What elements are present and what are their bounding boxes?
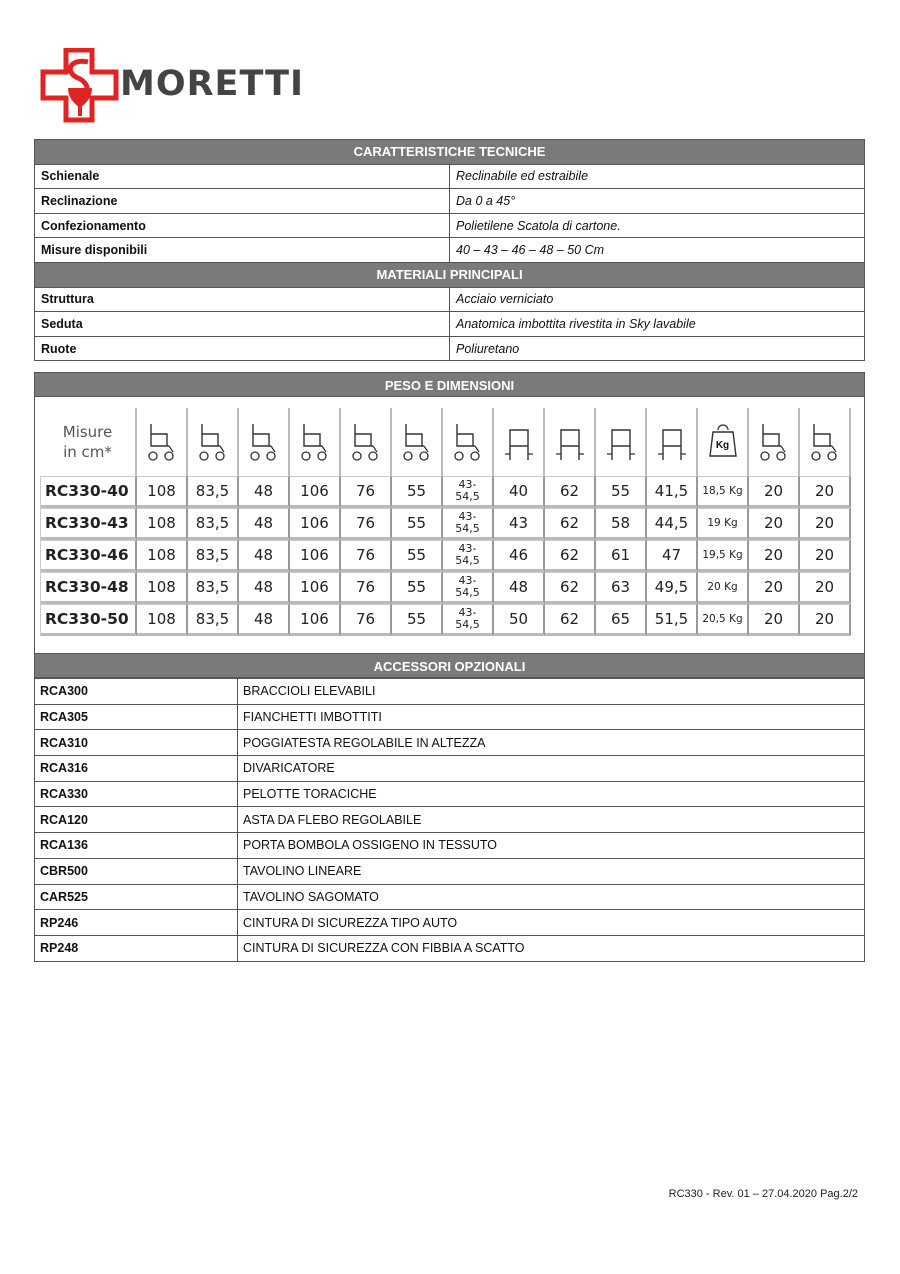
dimension-value: 44,5 xyxy=(647,508,698,540)
dimension-value xyxy=(443,508,494,540)
table-row xyxy=(35,213,865,238)
accessory-description: CINTURA DI SICUREZZA CON FIBBIA A SCATTO xyxy=(238,935,865,961)
dimension-value: 55 xyxy=(596,476,647,508)
model-code: RC330-50 xyxy=(40,604,137,636)
chair-backrest-icon xyxy=(443,408,494,476)
dimension-value: 20 xyxy=(800,540,851,572)
dimension-value: 62 xyxy=(545,540,596,572)
dimension-value xyxy=(443,604,494,636)
dimension-value: 48 xyxy=(239,540,290,572)
dimension-value: 55 xyxy=(392,476,443,508)
weight-icon-label: Kg xyxy=(715,440,730,451)
dimension-value: 76 xyxy=(341,572,392,604)
accessory-code: RP246 xyxy=(35,910,238,936)
dimension-value: 19 Kg xyxy=(698,508,749,540)
table-row xyxy=(35,164,865,189)
dimension-value: 40 xyxy=(494,476,545,508)
overall-width-icon xyxy=(545,408,596,476)
chair-overall-length-icon xyxy=(137,408,188,476)
accessory-description: PORTA BOMBOLA OSSIGENO IN TESSUTO xyxy=(238,833,865,859)
dimension-value xyxy=(443,476,494,508)
dimension-value: 63 xyxy=(596,572,647,604)
dimension-value: 48 xyxy=(239,476,290,508)
dimension-value: 55 xyxy=(392,572,443,604)
dimension-value: 48 xyxy=(239,508,290,540)
red-cross-caduceus-icon xyxy=(40,48,120,124)
material-key: Struttura xyxy=(35,287,450,312)
accessory-code: RCA136 xyxy=(35,833,238,859)
dimension-value: 55 xyxy=(392,508,443,540)
technical-specs-table xyxy=(34,139,865,361)
accessory-code: RCA305 xyxy=(35,704,238,730)
dimension-value: 106 xyxy=(290,508,341,540)
spec-value: Da 0 a 45° xyxy=(450,189,865,214)
dimension-value: 83,5 xyxy=(188,476,239,508)
section-title-dimensions: PESO E DIMENSIONI xyxy=(34,372,865,397)
model-code: RC330-46 xyxy=(40,540,137,572)
dimension-value: 106 xyxy=(290,572,341,604)
dimension-value: 20 xyxy=(800,604,851,636)
accessory-code: CBR500 xyxy=(35,858,238,884)
chair-seat-depth-icon xyxy=(392,408,443,476)
page-footer: RC330 - Rev. 01 – 27.04.2020 Pag.2/2 xyxy=(668,1188,858,1200)
accessory-description: POGGIATESTA REGOLABILE IN ALTEZZA xyxy=(238,730,865,756)
section-title-accessories: ACCESSORI OPZIONALI xyxy=(34,653,865,678)
dimension-value: 19,5 Kg xyxy=(698,540,749,572)
dimension-value: 47 xyxy=(647,540,698,572)
dimension-value: 76 xyxy=(341,604,392,636)
dimension-range-part: 54,5 xyxy=(455,618,480,631)
dimension-value: 108 xyxy=(137,476,188,508)
table-row xyxy=(35,238,865,263)
dimension-value: 65 xyxy=(596,604,647,636)
table-row xyxy=(35,336,865,361)
dimension-value: 49,5 xyxy=(647,572,698,604)
accessory-description: TAVOLINO SAGOMATO xyxy=(238,884,865,910)
dimension-range-part: 54,5 xyxy=(455,522,480,535)
dimension-value: 62 xyxy=(545,572,596,604)
chair-overall-height-icon xyxy=(290,408,341,476)
material-value: Poliuretano xyxy=(450,336,865,361)
dimension-value: 48 xyxy=(494,572,545,604)
model-code: RC330-48 xyxy=(40,572,137,604)
accessory-description: PELOTTE TORACICHE xyxy=(238,781,865,807)
table-row xyxy=(40,476,851,508)
dimension-range-part: 54,5 xyxy=(455,554,480,567)
dimension-value: 41,5 xyxy=(647,476,698,508)
table-row xyxy=(35,730,865,756)
dimension-value xyxy=(443,572,494,604)
table-row xyxy=(35,756,865,782)
accessory-description: ASTA DA FLEBO REGOLABILE xyxy=(238,807,865,833)
dimension-value: 55 xyxy=(392,540,443,572)
dimension-range-part: 43- xyxy=(458,606,477,619)
model-code: RC330-43 xyxy=(40,508,137,540)
table-row xyxy=(40,508,851,540)
accessory-code: RP248 xyxy=(35,935,238,961)
seat-width-icon xyxy=(494,408,545,476)
table-row xyxy=(35,312,865,337)
dimension-value: 51,5 xyxy=(647,604,698,636)
table-row xyxy=(35,679,865,705)
accessory-code: RCA330 xyxy=(35,781,238,807)
weight-kg-icon xyxy=(698,408,749,476)
dimension-value: 46 xyxy=(494,540,545,572)
dimension-value: 50 xyxy=(494,604,545,636)
dimension-range-part: 43- xyxy=(458,574,477,587)
spec-key: Confezionamento xyxy=(35,213,450,238)
dimension-value xyxy=(443,540,494,572)
measures-label-line2: in cm* xyxy=(63,443,112,461)
dimension-value: 76 xyxy=(341,540,392,572)
dimension-value: 48 xyxy=(239,604,290,636)
measures-label-line1: Misure xyxy=(62,423,113,441)
dimension-value: 83,5 xyxy=(188,508,239,540)
dimension-value: 83,5 xyxy=(188,604,239,636)
dimension-value: 20 xyxy=(800,476,851,508)
chair-armrest-height-icon xyxy=(341,408,392,476)
table-row xyxy=(35,189,865,214)
dimension-value: 20,5 Kg xyxy=(698,604,749,636)
dimension-value: 20 xyxy=(749,572,800,604)
dimension-range-part: 43- xyxy=(458,510,477,523)
table-row xyxy=(35,704,865,730)
accessory-description: TAVOLINO LINEARE xyxy=(238,858,865,884)
dimension-value: 20 Kg xyxy=(698,572,749,604)
accessory-code: RCA310 xyxy=(35,730,238,756)
dimension-range-part: 43- xyxy=(458,478,477,491)
dimension-value: 20 xyxy=(800,572,851,604)
table-row xyxy=(35,910,865,936)
accessory-description: FIANCHETTI IMBOTTITI xyxy=(238,704,865,730)
dimension-value: 106 xyxy=(290,476,341,508)
dimension-value: 106 xyxy=(290,540,341,572)
section-title-materials: MATERIALI PRINCIPALI xyxy=(35,262,865,287)
dimension-value: 20 xyxy=(749,604,800,636)
front-wheel-icon xyxy=(749,408,800,476)
rear-wheel-icon xyxy=(800,408,851,476)
dimension-range-part: 43- xyxy=(458,542,477,555)
dimension-value: 76 xyxy=(341,476,392,508)
table-row xyxy=(35,807,865,833)
table-row xyxy=(40,604,851,636)
spec-key: Schienale xyxy=(35,164,450,189)
dimension-value: 76 xyxy=(341,508,392,540)
table-row xyxy=(35,833,865,859)
dimension-value: 62 xyxy=(545,476,596,508)
dimension-value: 61 xyxy=(596,540,647,572)
dimension-value: 20 xyxy=(749,476,800,508)
model-code: RC330-40 xyxy=(40,476,137,508)
spec-value: 40 – 43 – 46 – 48 – 50 Cm xyxy=(450,238,865,263)
folded-width-icon xyxy=(596,408,647,476)
material-value: Anatomica imbottita rivestita in Sky lavabile xyxy=(450,312,865,337)
table-row xyxy=(35,858,865,884)
spec-value: Polietilene Scatola di cartone. xyxy=(450,213,865,238)
table-row xyxy=(40,572,851,604)
accessory-code: CAR525 xyxy=(35,884,238,910)
accessory-code: RCA316 xyxy=(35,756,238,782)
dimension-value: 106 xyxy=(290,604,341,636)
dimension-value: 108 xyxy=(137,604,188,636)
dimension-value: 108 xyxy=(137,540,188,572)
dimension-range-part: 54,5 xyxy=(455,586,480,599)
material-key: Seduta xyxy=(35,312,450,337)
chair-length-folded-icon xyxy=(188,408,239,476)
dimension-value: 83,5 xyxy=(188,540,239,572)
dimension-value: 83,5 xyxy=(188,572,239,604)
table-row xyxy=(35,935,865,961)
spec-key: Misure disponibili xyxy=(35,238,450,263)
chair-seat-height-icon xyxy=(239,408,290,476)
dimension-value: 20 xyxy=(749,508,800,540)
material-value: Acciaio verniciato xyxy=(450,287,865,312)
brand-name: MORETTI xyxy=(120,64,305,104)
table-row xyxy=(35,287,865,312)
dimension-value: 55 xyxy=(392,604,443,636)
accessory-description: DIVARICATORE xyxy=(238,756,865,782)
material-key: Ruote xyxy=(35,336,450,361)
dimensions-table xyxy=(40,408,851,636)
dimension-value: 43 xyxy=(494,508,545,540)
armrest-width-icon xyxy=(647,408,698,476)
dimension-value: 62 xyxy=(545,508,596,540)
dimension-value: 62 xyxy=(545,604,596,636)
table-row xyxy=(35,781,865,807)
accessory-description: CINTURA DI SICUREZZA TIPO AUTO xyxy=(238,910,865,936)
accessory-code: RCA120 xyxy=(35,807,238,833)
accessories-table xyxy=(34,678,865,962)
spec-key: Reclinazione xyxy=(35,189,450,214)
accessory-description: BRACCIOLI ELEVABILI xyxy=(238,679,865,705)
dimension-range-part: 54,5 xyxy=(455,490,480,503)
spec-value: Reclinabile ed estraibile xyxy=(450,164,865,189)
dimension-value: 20 xyxy=(800,508,851,540)
dimension-value: 108 xyxy=(137,508,188,540)
measures-label xyxy=(40,408,137,476)
dimension-value: 108 xyxy=(137,572,188,604)
table-row xyxy=(35,884,865,910)
dimension-value: 48 xyxy=(239,572,290,604)
dimension-value: 58 xyxy=(596,508,647,540)
accessory-code: RCA300 xyxy=(35,679,238,705)
section-title-specs: CARATTERISTICHE TECNICHE xyxy=(35,140,865,165)
dimension-value: 20 xyxy=(749,540,800,572)
table-row xyxy=(40,540,851,572)
dimension-value: 18,5 Kg xyxy=(698,476,749,508)
